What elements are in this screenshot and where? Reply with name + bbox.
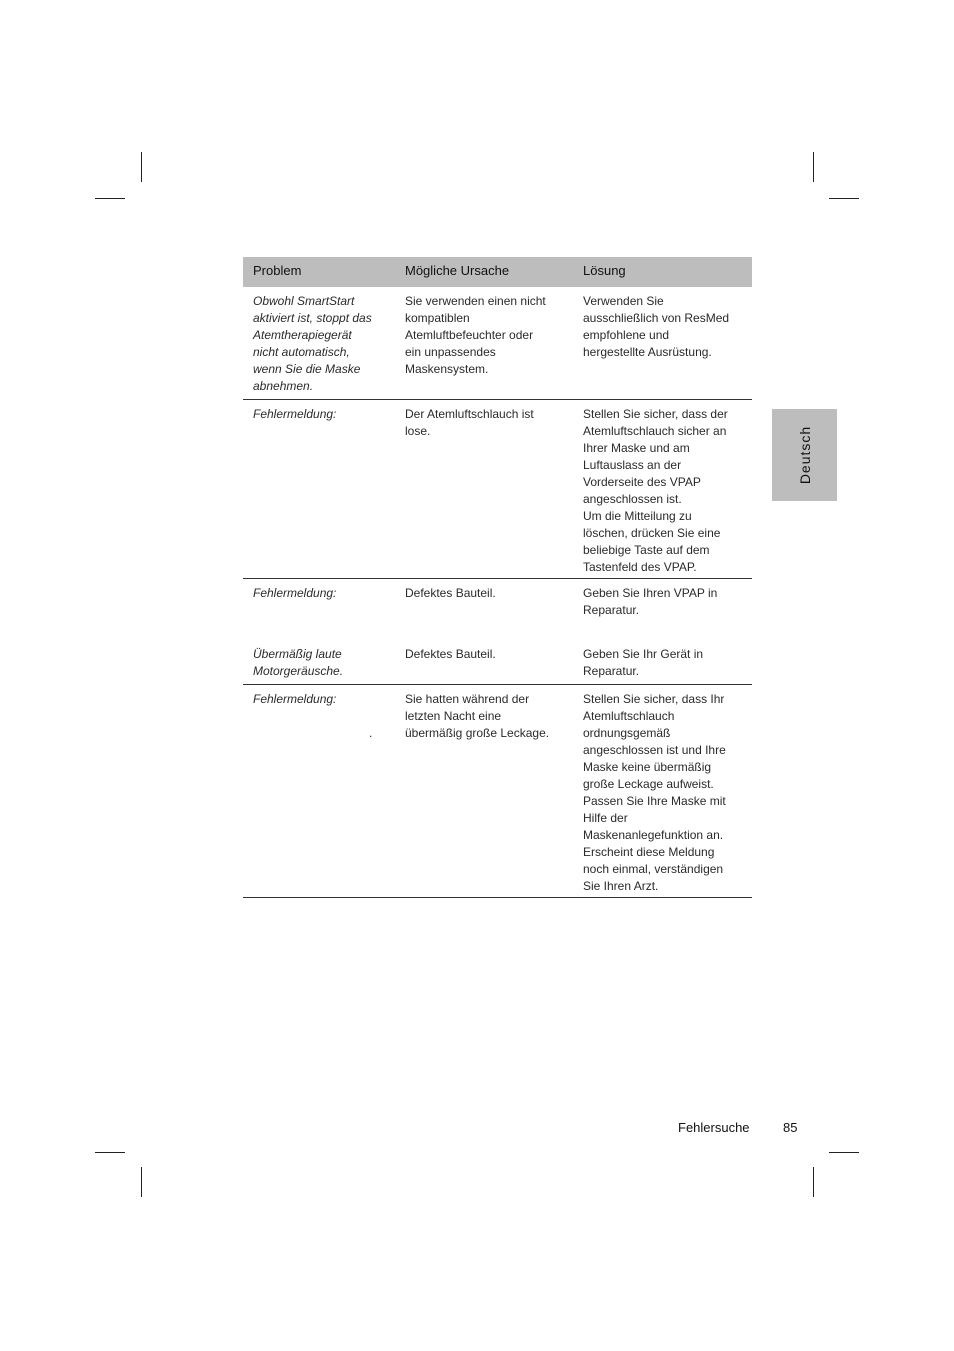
language-tab xyxy=(772,409,837,501)
cause-cell: Der Atemluftschlauch ist lose. xyxy=(405,407,534,438)
problem-cell: Fehlermeldung: xyxy=(253,586,337,600)
troubleshooting-table xyxy=(243,257,752,898)
crop-mark xyxy=(829,1152,859,1153)
table-row xyxy=(243,287,752,400)
solution-cell: Stellen Sie sicher, dass der Atemluftschlauch sicher an Ihrer Maske und am Luftauslass an der Vorderseite des VPAP angeschlossen ist. Um die Mitteilung zu löschen, drücken Sie eine beliebige Taste auf dem Tastenfeld des VPAP. xyxy=(583,407,728,574)
problem-cell: Fehlermeldung: xyxy=(253,692,337,706)
solution-cell: Stellen Sie sicher, dass Ihr Atemluftschlauch ordnungsgemäß angeschlossen ist und Ihre Maske keine übermäßig große Leckage aufweist. Passen Sie Ihre Maske mit Hilfe der Maskenanlegefunktion an. Erscheint diese Meldung noch einmal, verständigen Sie Ihren Arzt. xyxy=(583,692,726,893)
header-problem: Problem xyxy=(253,263,302,278)
table-row xyxy=(243,685,752,898)
table-row xyxy=(243,579,752,640)
footer-section-title: Fehlersuche xyxy=(678,1120,750,1135)
crop-mark xyxy=(141,1167,142,1197)
table-row xyxy=(243,400,752,579)
page-number: 85 xyxy=(783,1120,798,1135)
extra-mark: . xyxy=(369,726,373,740)
problem-cell: Obwohl SmartStart aktiviert ist, stoppt das Atemtherapiegerät nicht automatisch, wenn Sie die Maske abnehmen. xyxy=(253,294,372,393)
solution-cell: Geben Sie Ihr Gerät in Reparatur. xyxy=(583,647,704,678)
crop-mark xyxy=(813,1167,814,1197)
cause-cell: Sie verwenden einen nicht kompatiblen Atemluftbefeuchter oder ein unpassendes Maskensystem. xyxy=(405,294,546,376)
crop-mark xyxy=(813,152,814,182)
language-tab-label: Deutsch xyxy=(796,425,813,485)
crop-mark xyxy=(829,198,859,199)
problem-cell: Übermäßig laute Motorgeräusche. xyxy=(253,647,344,678)
cause-cell: Defektes Bauteil. xyxy=(405,586,496,600)
cause-cell: Sie hatten während der letzten Nacht eine übermäßig große Leckage. xyxy=(405,692,550,740)
solution-cell: Verwenden Sie ausschließlich von ResMed empfohlene und hergestellte Ausrüstung. xyxy=(583,294,730,359)
crop-mark xyxy=(141,152,142,182)
header-solution: Lösung xyxy=(583,263,626,278)
cause-cell: Defektes Bauteil. xyxy=(405,647,496,661)
table-row xyxy=(243,640,752,685)
table-header xyxy=(243,257,752,287)
problem-cell: Fehlermeldung: xyxy=(253,407,337,421)
header-cause: Mögliche Ursache xyxy=(405,263,510,278)
crop-mark xyxy=(95,198,125,199)
solution-cell: Geben Sie Ihren VPAP in Reparatur. xyxy=(583,586,718,617)
crop-mark xyxy=(95,1152,125,1153)
